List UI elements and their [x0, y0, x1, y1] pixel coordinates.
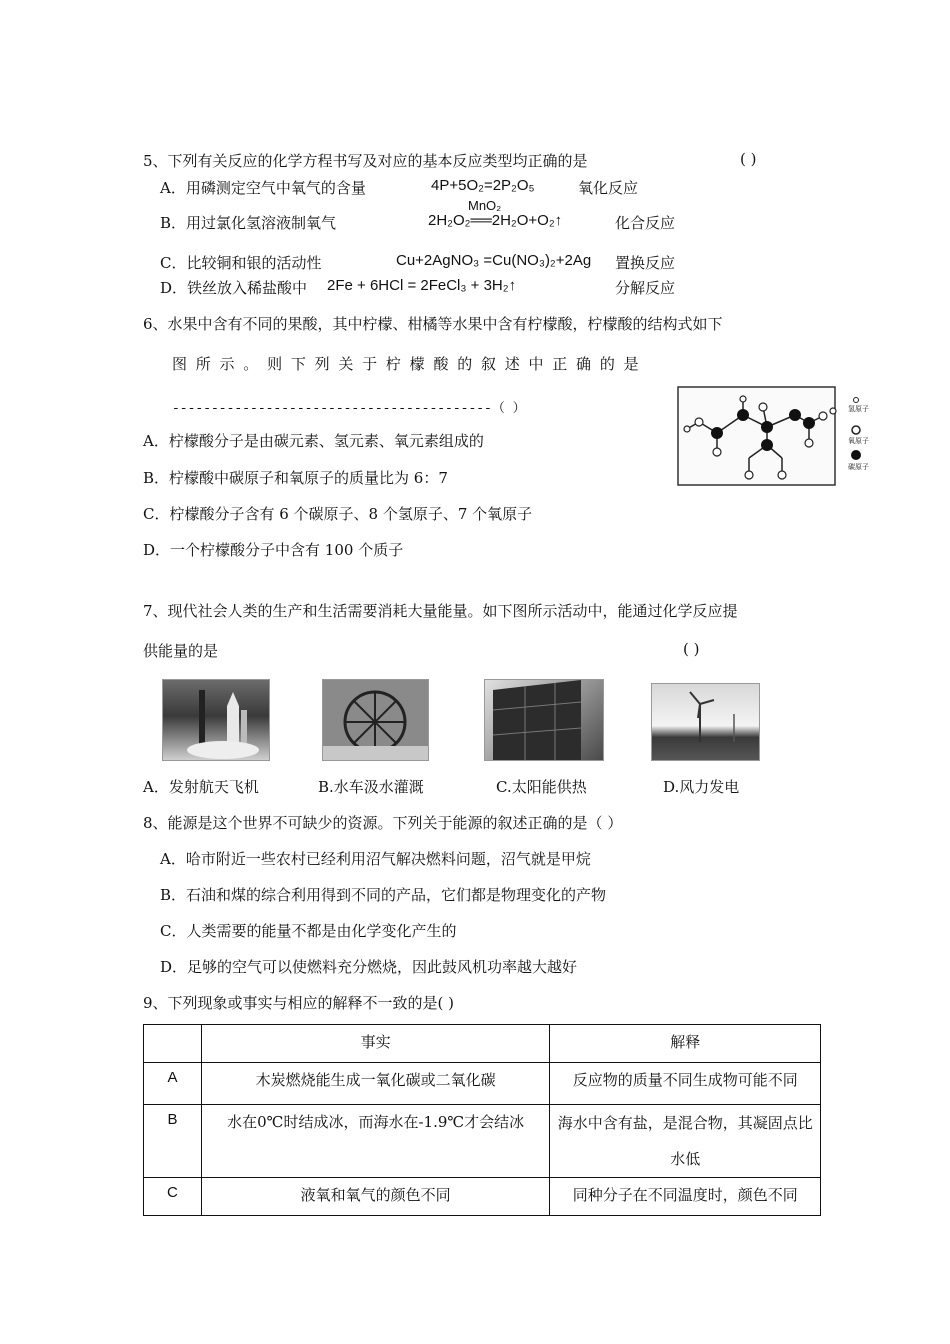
q5-option-a-type: 氧化反应	[578, 179, 639, 197]
q9-row-c-explain: 同种分子在不同温度时，颜色不同	[550, 1178, 821, 1216]
q8-option-d: D．足够的空气可以使燃料充分燃烧，因此鼓风机功率越大越好	[160, 958, 578, 976]
q6-stem-line1: 6、水果中含有不同的果酸，其中柠檬、柑橘等水果中含有柠檬酸，柠檬酸的结构式如下	[143, 315, 723, 333]
q5-option-b-desc: B．用过氯化氢溶液制氧气	[160, 214, 337, 232]
q7-stem-line2: 供能量的是	[143, 642, 219, 660]
table-row	[144, 1105, 821, 1178]
table-row	[144, 1063, 821, 1105]
q9-header-blank	[144, 1025, 202, 1063]
q6-dash-line: -----------------------------------------（ ）	[172, 401, 526, 416]
solar-panel-photo	[484, 679, 604, 761]
q9-row-b-explain: 海水中含有盐，是混合物，其凝固点比水低	[550, 1105, 821, 1178]
q6-option-d: D．一个柠檬酸分子中含有 100 个质子	[143, 541, 404, 559]
q5-option-b-equation: 2H₂O₂══2H₂O+O₂↑	[428, 212, 563, 229]
q8-option-a: A．哈市附近一些农村已经利用沼气解决燃料问题，沼气就是甲烷	[160, 850, 591, 868]
q5-option-b-type: 化合反应	[615, 214, 676, 232]
q5-option-d-type: 分解反应	[615, 279, 676, 297]
q7-option-d: D.风力发电	[663, 778, 740, 796]
q6-option-a: A．柠檬酸分子是由碳元素、氢元素、氧元素组成的	[143, 432, 484, 450]
q5-option-b-catalyst: MnO₂	[468, 198, 502, 213]
q7-option-b: B.水车汲水灌溉	[318, 778, 424, 796]
q5-answer-paren: ( )	[740, 150, 757, 168]
citric-acid-structure-svg	[677, 385, 848, 488]
q6-option-b: B．柠檬酸中碳原子和氧原子的质量比为 6：7	[143, 469, 448, 487]
q7-option-a: A．发射航天飞机	[143, 778, 259, 796]
q9-row-a-fact: 木炭燃烧能生成一氧化碳或二氧化碳	[201, 1063, 549, 1105]
legend-carbon: 碳原子	[848, 464, 869, 471]
q5-option-c-desc: C．比较铜和银的活动性	[160, 254, 322, 272]
q7-option-c: C.太阳能供热	[496, 778, 587, 796]
q9-stem: 9、下列现象或事实与相应的解释不一致的是( )	[143, 994, 455, 1012]
table-row	[144, 1178, 821, 1216]
q9-row-b-label: B	[144, 1105, 202, 1178]
q5-stem: 5、下列有关反应的化学方程书写及对应的基本反应类型均正确的是	[143, 152, 588, 170]
wind-turbine-photo	[651, 683, 760, 761]
q7-stem-line1: 7、现代社会人类的生产和生活需要消耗大量能量。如下图所示活动中，能通过化学反应提	[143, 602, 738, 620]
q5-option-d-equation: 2Fe + 6HCl = 2FeCl₃ + 3H₂↑	[327, 277, 517, 294]
q5-option-d-desc: D．铁丝放入稀盐酸中	[160, 279, 308, 297]
q9-row-a-explain: 反应物的质量不同生成物可能不同	[550, 1063, 821, 1105]
q9-row-b-fact: 水在0℃时结成冰，而海水在-1.9℃才会结冰	[201, 1105, 549, 1178]
space-shuttle-launch-photo	[162, 679, 270, 761]
structure-legend	[848, 394, 870, 474]
q9-table	[143, 1024, 821, 1216]
q5-option-c-type: 置换反应	[615, 254, 676, 272]
q9-header-fact: 事实	[201, 1025, 549, 1063]
q9-row-a-label: A	[144, 1063, 202, 1105]
q9-row-c-fact: 液氧和氧气的颜色不同	[201, 1178, 549, 1216]
q7-answer-paren: ( )	[683, 640, 700, 658]
q8-option-b: B．石油和煤的综合利用得到不同的产品，它们都是物理变化的产物	[160, 886, 607, 904]
q9-header-explain: 解释	[550, 1025, 821, 1063]
q9-header-row	[144, 1025, 821, 1063]
q5-option-a-desc: A．用磷测定空气中氧气的含量	[160, 179, 366, 197]
q8-stem: 8、能源是这个世界不可缺少的资源。下列关于能源的叙述正确的是（ ）	[143, 814, 623, 832]
citric-acid-structure-figure	[677, 385, 848, 488]
legend-hydrogen: 氢原子	[848, 406, 869, 413]
q6-option-c: C．柠檬酸分子含有 6 个碳原子、8 个氢原子、7 个氧原子	[143, 505, 533, 523]
q5-option-c-equation: Cu+2AgNO₃ =Cu(NO₃)₂+2Ag	[396, 252, 592, 269]
legend-oxygen: 氧原子	[848, 438, 869, 445]
q5-option-a-equation: 4P+5O₂=2P₂O₅	[431, 177, 535, 194]
q6-stem-line2: 图 所 示 。 则 下 列 关 于 柠 檬 酸 的 叙 述 中 正 确 的 是	[172, 355, 641, 373]
water-wheel-photo	[322, 679, 429, 761]
q8-option-c: C．人类需要的能量不都是由化学变化产生的	[160, 922, 457, 940]
q9-row-c-label: C	[144, 1178, 202, 1216]
